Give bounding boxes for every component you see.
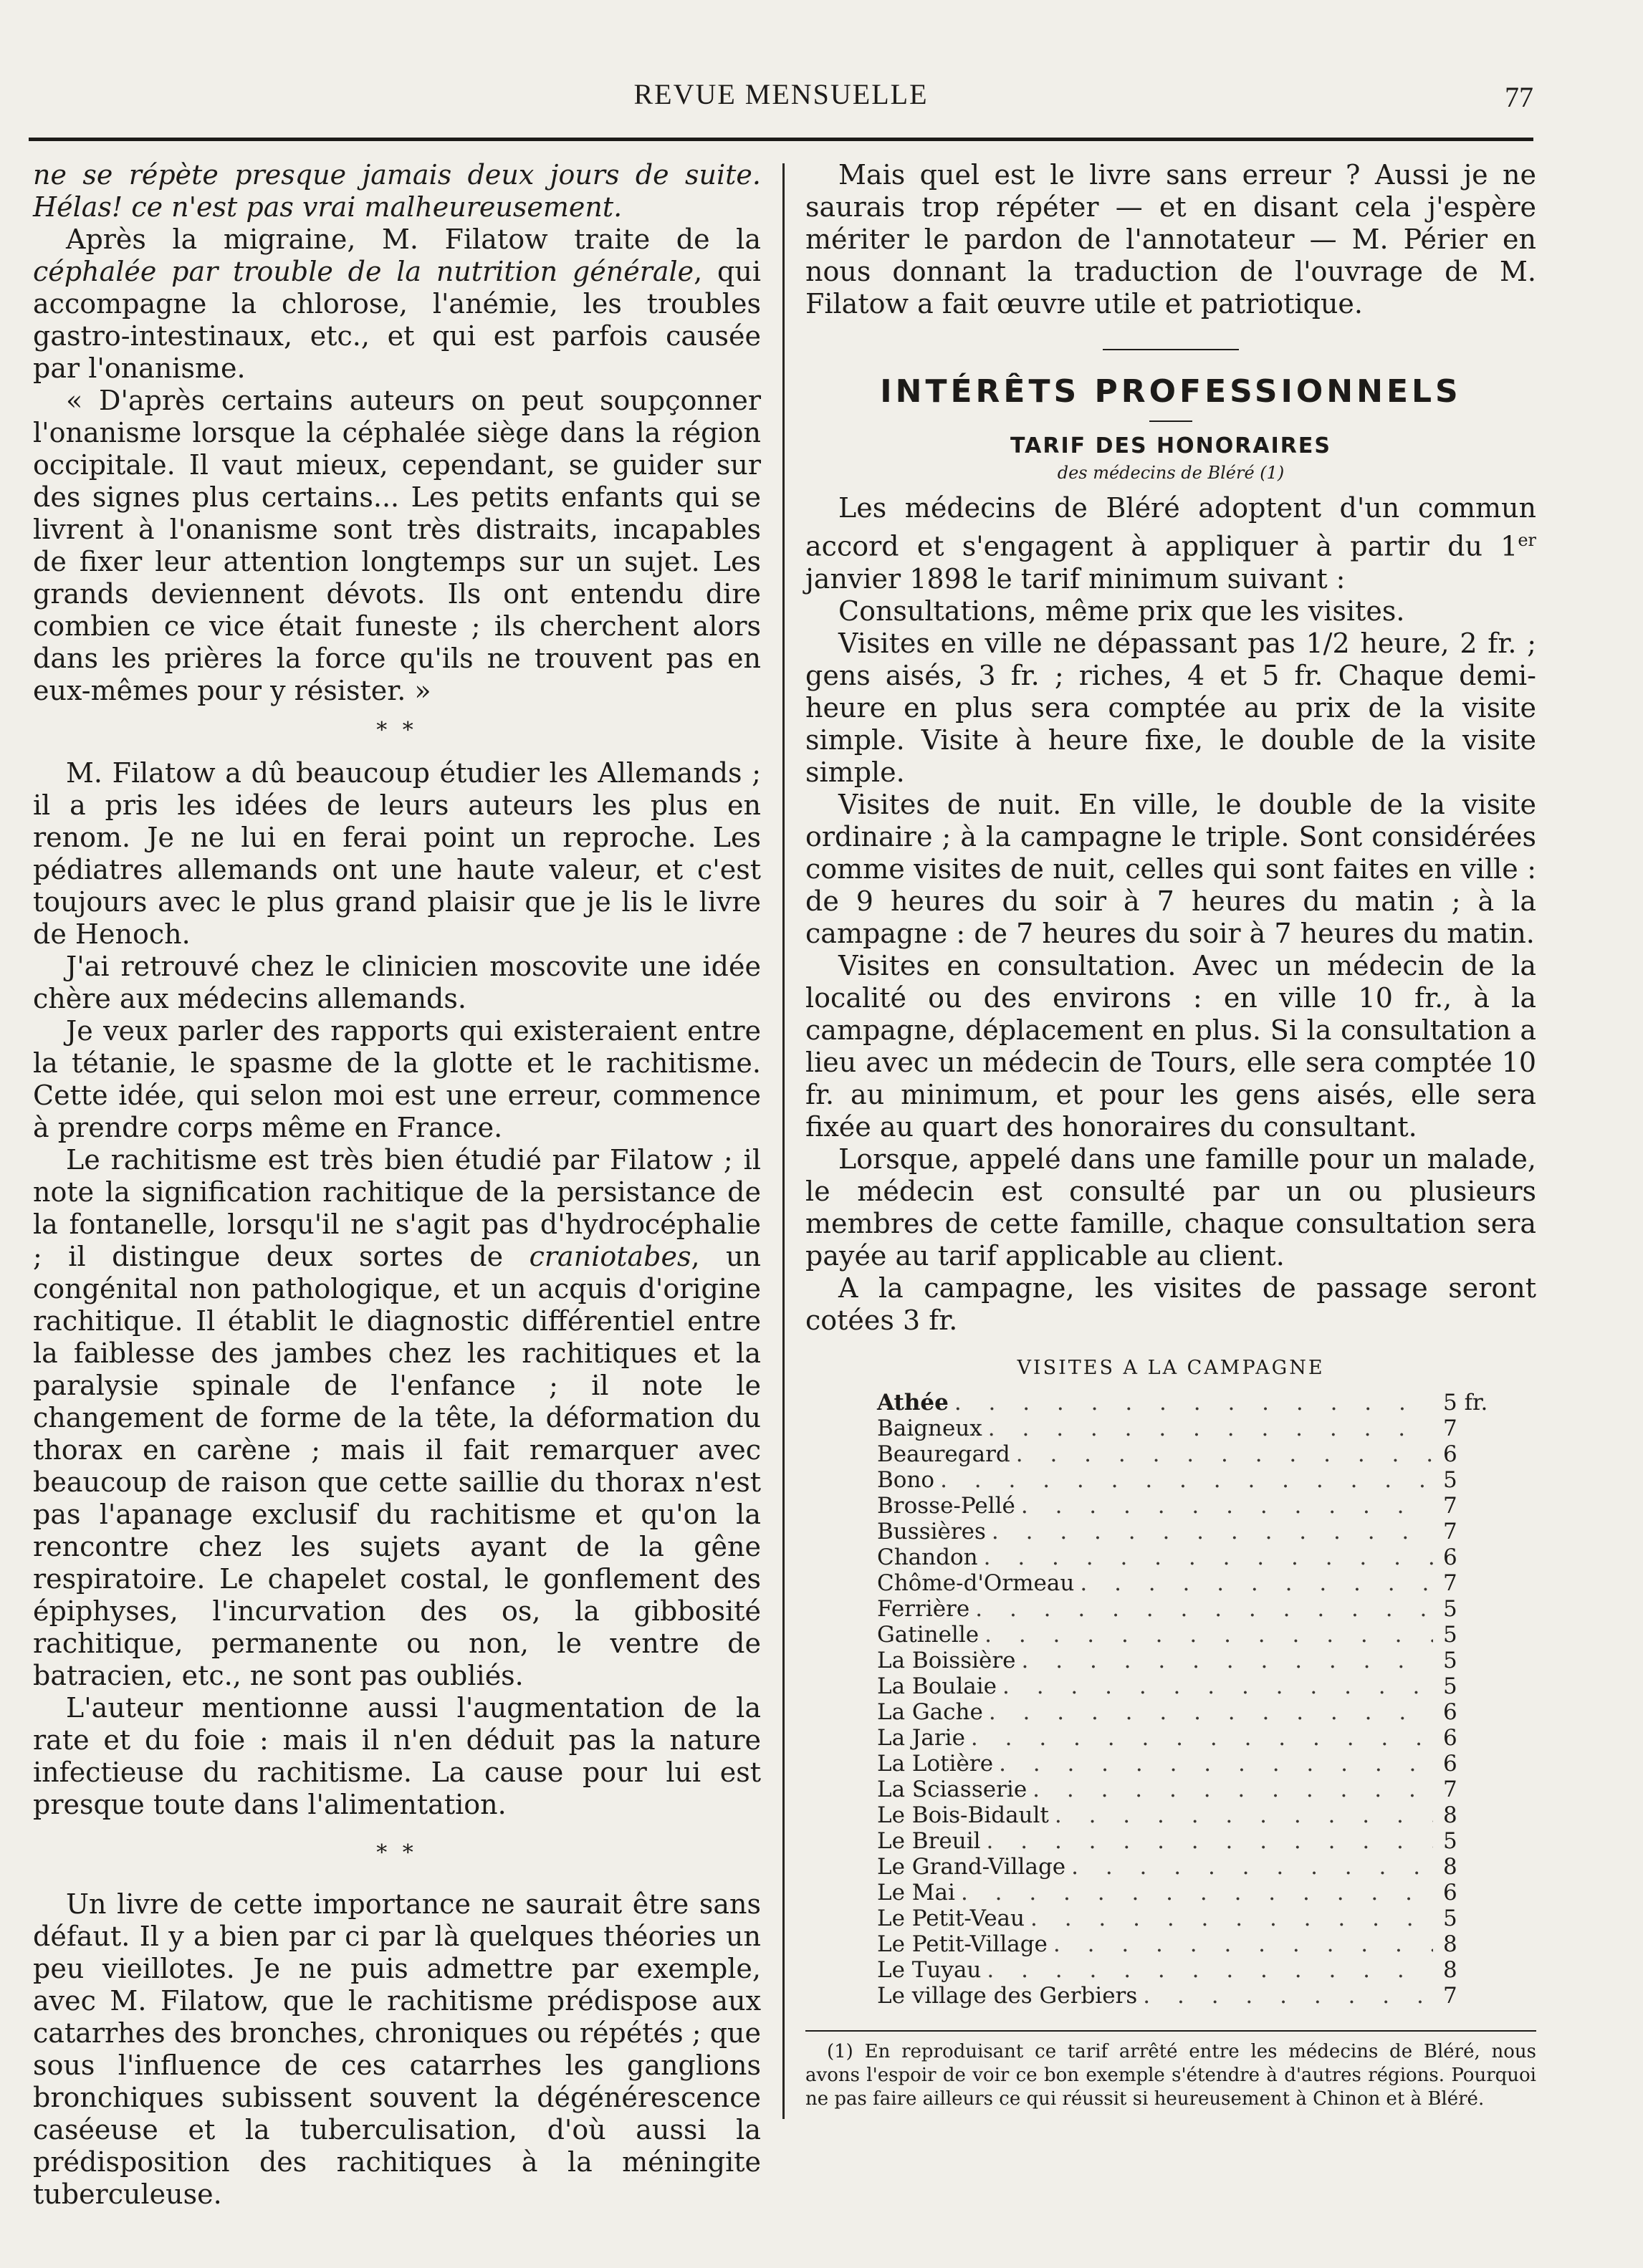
table-row <box>877 1441 1493 1467</box>
visit-price: 7 <box>1443 1415 1457 1441</box>
table-row <box>877 1519 1493 1544</box>
footnote-rule <box>805 2030 1536 2032</box>
quotation: « D'après certains auteurs on peut soupçonner l'onanisme lorsque la céphalée siège dans la région occipitale. Il vaut mieux, cependant, se guider sur des signes plus certains... Les petits enfants qui se livrent à l'onanisme sont très distraits, incapables de fixer leur attention longtemps sur un sujet. Les grands deviennent dévots. Ils ont entendu dire combien ce vice était funeste ; ils cherchent alors dans les prières la force qu'ils ne trouvent pas en eux-mêmes pour y résister. » <box>33 385 761 706</box>
table-row <box>877 1699 1493 1725</box>
paragraph: Un livre de cette importance ne saurait être sans défaut. Il y a bien par ci par là quelques théories un peu vieillotes. Je ne puis admettre par exemple, avec M. Filatow, que le rachitisme prédispose aux catarrhes des bronches, chroniques ou répétés ; que sous l'influence de ces catarrhes les ganglions bronchiques subissent souvent la dégénérescence caséeuse et la tuberculisation, d'où aussi la prédisposition des rachitiques à la méningite tuberculeuse. <box>33 1888 761 2210</box>
place-name: Ferrière <box>877 1595 970 1622</box>
left-column <box>33 159 761 2211</box>
paragraph: Visites de nuit. En ville, le double de la visite ordinaire ; à la campagne le triple. Sont considérées comme visites de nuit, celles qui sont faites en ville : de 9 heures du soir à 7 heures du matin ; à la campagne : de 7 heures du soir à 7 heures du matin. <box>805 788 1536 949</box>
leader-dots <box>934 1467 1433 1493</box>
visit-price: 7 <box>1443 1518 1457 1544</box>
place-name: Le Bois-Bidault <box>877 1802 1049 1828</box>
place-name: Chôme-d'Ormeau <box>877 1570 1075 1596</box>
visit-price: 6 <box>1443 1441 1457 1467</box>
place-name: Le Petit-Veau <box>877 1905 1025 1931</box>
place-name: Baigneux <box>877 1415 982 1441</box>
right-column <box>805 159 1536 2111</box>
visits-table <box>877 1390 1493 2009</box>
place-name: Le Petit-Village <box>877 1931 1048 1957</box>
table-row <box>877 1467 1493 1493</box>
visit-price: 8 <box>1443 1956 1457 1983</box>
leader-dots <box>1049 1802 1433 1828</box>
table-row <box>877 1854 1493 1880</box>
running-title: REVUE MENSUELLE <box>633 78 929 110</box>
place-name: Bono <box>877 1466 935 1493</box>
section-title: INTÉRÊTS PROFESSIONNELS <box>880 373 1462 410</box>
place-name: Le Grand-Village <box>877 1853 1066 1880</box>
leader-dots <box>981 1957 1433 1983</box>
leader-dots <box>949 1390 1433 1416</box>
place-name: Chandon <box>877 1544 978 1570</box>
place-name: Le Tuyau <box>877 1956 982 1983</box>
article-title: TARIF DES HONORAIRES <box>1010 433 1331 458</box>
leader-dots <box>993 1751 1433 1777</box>
place-name: Le village des Gerbiers <box>877 1982 1138 2009</box>
visit-price: 5 <box>1443 1673 1457 1699</box>
paragraph: Visites en consultation. Avec un médecin de la localité ou des environs : en ville 10 fr., à la campagne, déplacement en plus. Si la consultation a lieu avec un médecin de Tours, elle sera comptée 10 fr. au minimum, et pour les gens aisés, elle sera fixée au quart des honoraires du consultant. <box>805 949 1536 1143</box>
leader-dots <box>1074 1570 1433 1596</box>
paragraph: L'auteur mentionne aussi l'augmentation de la rate et du foie : mais il n'en déduit pas la nature infectieuse du rachitisme. La cause pour lui est presque toute dans l'alimentation. <box>33 1692 761 1820</box>
divider <box>1149 421 1192 422</box>
visit-price: 6 <box>1443 1724 1457 1751</box>
paragraph: Consultations, même prix que les visites. <box>838 595 1405 627</box>
footnote: (1) En reproduisant ce tarif arrêté entre les médecins de Bléré, nous avons l'espoir de voir ce bon exemple s'étendre à d'autres régions. Pourquoi ne pas faire ailleurs ce qui réussit si heureusement à Chinon et à Bléré. <box>805 2040 1536 2110</box>
place-name: La Gache <box>877 1698 983 1725</box>
visit-price: 6 <box>1443 1698 1457 1725</box>
visit-price: 8 <box>1443 1802 1457 1828</box>
paragraph: Visites en ville ne dépassant pas 1/2 heure, 2 fr. ; gens aisés, 3 fr. ; riches, 4 et 5 fr. Chaque demi-heure en plus sera comptée au prix de la visite simple. Visite à heure fixe, le double de la visite simple. <box>805 627 1536 788</box>
leader-dots <box>983 1699 1433 1725</box>
leader-dots <box>997 1673 1433 1699</box>
place-name: Beauregard <box>877 1441 1010 1467</box>
table-row <box>877 1570 1493 1596</box>
place-name: Le Mai <box>877 1879 955 1906</box>
table-row <box>877 1544 1493 1570</box>
header-rule <box>29 138 1533 141</box>
visit-price: 5 fr. <box>1443 1389 1488 1416</box>
place-name: La Sciasserie <box>877 1776 1028 1802</box>
place-name: Gatinelle <box>877 1621 979 1648</box>
paragraph: Après la migraine, M. Filatow traite de la céphalée par trouble de la nutrition générale, qui accompagne la chlorose, l'anémie, les troubles gastro-intestinaux, etc., et qui est parfois causée par l'onanisme. <box>33 224 761 384</box>
page-header <box>29 77 1533 128</box>
paragraph: ne se répète presque jamais deux jours de suite. Hélas! ce n'est pas vrai malheureusement. <box>33 159 761 223</box>
leader-dots <box>1025 1906 1433 1931</box>
leader-dots <box>955 1880 1433 1906</box>
table-row <box>877 1828 1493 1854</box>
table-row <box>877 1493 1493 1519</box>
table-row <box>877 1725 1493 1751</box>
leader-dots <box>979 1622 1433 1648</box>
table-row <box>877 1880 1493 1906</box>
leader-dots <box>1010 1441 1433 1467</box>
paragraph: J'ai retrouvé chez le clinicien moscovite une idée chère aux médecins allemands. <box>33 951 761 1014</box>
place-name: Athée <box>877 1389 949 1416</box>
place-name: La Boissière <box>877 1647 1016 1673</box>
place-name: La Boulaie <box>877 1673 997 1699</box>
visit-price: 8 <box>1443 1853 1457 1880</box>
table-row <box>877 1416 1493 1441</box>
leader-dots <box>969 1596 1433 1622</box>
visit-price: 6 <box>1443 1879 1457 1906</box>
paragraph: Lorsque, appelé dans une famille pour un malade, le médecin est consulté par un ou plusieurs membres de cette famille, chaque consultation sera payée au tarif applicable au client. <box>805 1143 1536 1272</box>
visit-price: 5 <box>1443 1647 1457 1673</box>
paragraph: Le rachitisme est très bien étudié par Filatow ; il note la signification rachitique de la persistance de la fontanelle, lorsqu'il ne s'agit pas d'hydrocéphalie ; il distingue deux sortes de craniotabes, un congénital non pathologique, et un acquis d'origine rachitique. Il établit le diagnostic différentiel entre la faiblesse des jambes chez les rachitiques et la paralysie spinale de l'enfance ; il note le changement de forme de la tête, la déformation du thorax en carène ; mais il fait remarquer avec beaucoup de raison que cette saillie du thorax n'est pas l'apanage exclusif du rachitisme et qu'on la rencontre chez les sujets ayant de la gêne respiratoire. Le chapelet costal, le gonflement des épiphyses, l'incurvation des os, la gibbosité rachitique, permanente ou non, le ventre de batracien, etc., ne sont pas oubliés. <box>33 1144 761 1691</box>
place-name: Le Breuil <box>877 1827 981 1854</box>
leader-dots <box>986 1519 1433 1544</box>
leader-dots <box>965 1725 1433 1751</box>
table-row <box>877 1931 1493 1957</box>
visit-price: 7 <box>1443 1982 1457 2009</box>
table-row <box>877 1983 1493 2009</box>
leader-dots <box>1015 1493 1433 1519</box>
visit-price: 5 <box>1443 1595 1457 1622</box>
visit-price: 7 <box>1443 1570 1457 1596</box>
visit-price: 5 <box>1443 1827 1457 1854</box>
visit-price: 5 <box>1443 1905 1457 1931</box>
table-row <box>877 1622 1493 1648</box>
column-divider <box>782 163 785 2119</box>
table-row <box>877 1906 1493 1931</box>
leader-dots <box>1065 1854 1433 1880</box>
visit-price: 5 <box>1443 1621 1457 1648</box>
page-number: 77 <box>1505 81 1533 113</box>
place-name: Bussières <box>877 1518 986 1544</box>
place-name: La Lotière <box>877 1750 994 1777</box>
table-row <box>877 1648 1493 1673</box>
place-name: La Jarie <box>877 1724 965 1751</box>
divider <box>1103 349 1239 350</box>
leader-dots <box>978 1544 1433 1570</box>
paragraph: A la campagne, les visites de passage seront cotées 3 fr. <box>805 1272 1536 1336</box>
table-row <box>877 1802 1493 1828</box>
leader-dots <box>1137 1983 1433 2009</box>
visit-price: 6 <box>1443 1750 1457 1777</box>
table-row <box>877 1751 1493 1777</box>
paragraph: Je veux parler des rapports qui existeraient entre la tétanie, le spasme de la glotte et le rachitisme. Cette idée, qui selon moi est une erreur, commence à prendre corps même en France. <box>33 1015 761 1143</box>
table-title: VISITES A LA CAMPAGNE <box>1017 1356 1325 1379</box>
table-row <box>877 1673 1493 1699</box>
table-row <box>877 1596 1493 1622</box>
leader-dots <box>1027 1777 1433 1802</box>
leader-dots <box>981 1828 1433 1854</box>
leader-dots <box>1016 1648 1433 1673</box>
visit-price: 8 <box>1443 1931 1457 1957</box>
section-separator: * * <box>376 718 418 743</box>
table-row <box>877 1390 1493 1416</box>
article-byline: des médecins de Bléré (1) <box>1057 463 1285 483</box>
table-row <box>877 1777 1493 1802</box>
visit-price: 7 <box>1443 1776 1457 1802</box>
visit-price: 7 <box>1443 1492 1457 1519</box>
visit-price: 6 <box>1443 1544 1457 1570</box>
paragraph: Mais quel est le livre sans erreur ? Aussi je ne saurais trop répéter — et en disant cela j'espère mériter le pardon de l'annotateur — M. Périer en nous donnant la traduction de l'ouvrage de M. Filatow a fait œuvre utile et patriotique. <box>805 159 1536 319</box>
table-row <box>877 1957 1493 1983</box>
section-separator: * * <box>376 1840 418 1865</box>
leader-dots <box>982 1416 1433 1441</box>
leader-dots <box>1048 1931 1433 1957</box>
paragraph: Les médecins de Bléré adoptent d'un commun accord et s'engagent à appliquer à partir du 1er janvier 1898 le tarif minimum suivant : <box>805 492 1536 595</box>
place-name: Brosse-Pellé <box>877 1492 1015 1519</box>
visit-price: 5 <box>1443 1466 1457 1493</box>
paragraph: M. Filatow a dû beaucoup étudier les Allemands ; il a pris les idées de leurs auteurs les plus en renom. Je ne lui en ferai point un reproche. Les pédiatres allemands ont une haute valeur, et c'est toujours avec le plus grand plaisir que je lis le livre de Henoch. <box>33 757 761 950</box>
